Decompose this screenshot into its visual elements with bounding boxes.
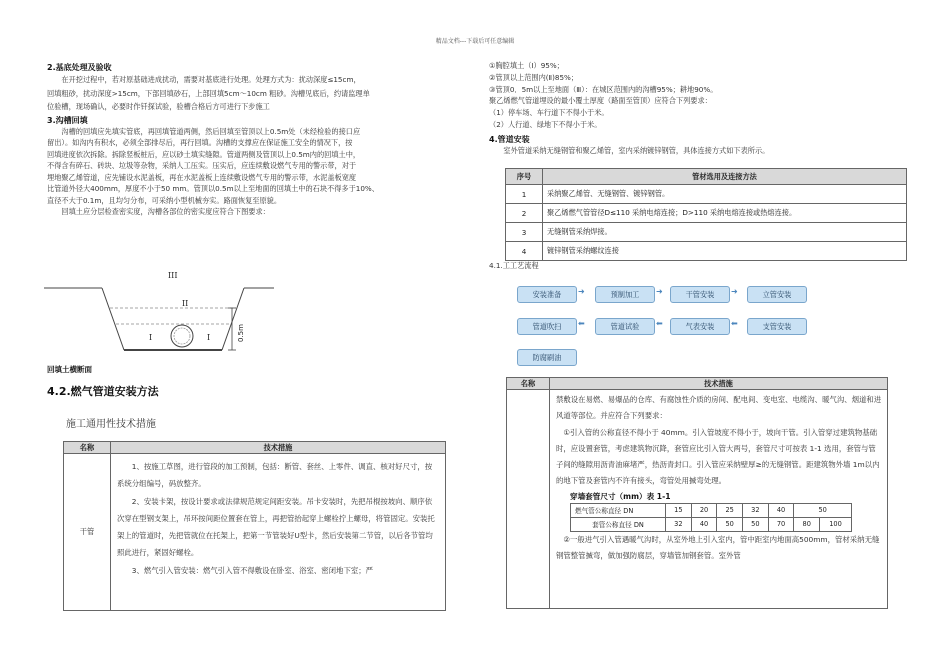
label-zone-ii: II bbox=[182, 299, 189, 308]
sleeve-cell: 25 bbox=[717, 503, 743, 517]
sleeve-cell: 100 bbox=[820, 517, 852, 531]
cover-depth-line: （1）停车场、车行道下不得小于米。 bbox=[489, 108, 609, 118]
conn-no: 3 bbox=[506, 223, 543, 242]
depth-label: 0.5m bbox=[237, 324, 245, 342]
arrow-right-icon: ➜ bbox=[731, 287, 738, 296]
conn-no: 2 bbox=[506, 204, 543, 223]
measure-para: 3、燃气引入管安装：燃气引入管不得敷设在卧室、浴室、密闭地下室；严 bbox=[131, 565, 374, 575]
cover-depth-line: （2）人行道、绿地下不得小于米。 bbox=[489, 119, 602, 129]
conn-row bbox=[506, 242, 907, 261]
conn-method: 采纳聚乙烯管、无缝钢管、镀锌钢管。 bbox=[543, 185, 907, 204]
page-header: 精品文档---下载后可任意编辑 bbox=[435, 38, 515, 45]
sec3-line: 回填进度依次拆除。拆除竖板桩后，应以砂土填实缝隙。管道两侧及管顶以上0.5m内的回填土中， bbox=[47, 149, 361, 159]
arrow-left-icon: ⬅ bbox=[731, 319, 738, 328]
process-flow bbox=[505, 278, 825, 368]
conn-no: 4 bbox=[506, 242, 543, 261]
sleeve-cell: 20 bbox=[691, 503, 717, 517]
section-4-intro: 室外管道采纳无缝钢管和聚乙烯管，室内采纳镀锌钢管，具体连接方式如下表所示。 bbox=[503, 145, 770, 155]
sleeve-label: 套管公称直径 DN bbox=[571, 517, 666, 531]
sec3-line: 直径不大于0.1m，且均匀分布，可采纳小型机械夯实。路面恢复至原貌。 bbox=[47, 195, 282, 205]
sec3-line: 沟槽的回填应先填实管底，再回填管道两侧，然后回填至管顶以上0.5m处（未经检验的接口应 bbox=[61, 126, 361, 136]
sleeve-size-table bbox=[570, 503, 852, 532]
flow-step: 气表安装 bbox=[670, 318, 730, 335]
flow-step: 管道试验 bbox=[595, 318, 655, 335]
subheading: 施工通用性技术措施 bbox=[66, 419, 156, 430]
label-zone-iii: III bbox=[168, 271, 178, 280]
sleeve-cell: 70 bbox=[768, 517, 794, 531]
density-line: ③管顶0．5m以上至地面（Ⅲ）：在城区范围内的沟槽95%；耕地90%。 bbox=[489, 84, 718, 94]
flow-step: 支管安装 bbox=[747, 318, 807, 335]
conn-method: 聚乙烯燃气管管径D≤110 采纳电熔连接；D>110 采纳电熔连接或热熔连接。 bbox=[543, 204, 907, 223]
arrow-left-icon: ⬅ bbox=[656, 319, 663, 328]
conn-method: 镀锌钢管采纳螺纹连接 bbox=[543, 242, 907, 261]
arrow-right-icon: ➜ bbox=[578, 287, 585, 296]
col-header-measures: 技术措施 bbox=[550, 378, 888, 390]
right-column-top bbox=[489, 60, 909, 157]
conn-row bbox=[506, 204, 907, 223]
sec3-line: 留出）。如沟内有积水，必须全部排尽后，再行回填。沟槽的支撑应在保证施工安全的情况下，按 bbox=[47, 138, 353, 148]
density-line: ①胸腔填土（Ⅰ）95%； bbox=[489, 61, 564, 70]
conn-col-method: 管材选用及连接方法 bbox=[543, 169, 907, 185]
sec3-line: 回填土应分层检查密实度，沟槽各部位的密实度应符合下图要求： bbox=[61, 207, 270, 217]
flow-step: 立管安装 bbox=[747, 286, 807, 303]
sleeve-label: 燃气管公称直径 DN bbox=[571, 503, 666, 517]
density-line: ②管顶以上范围内(Ⅱ)85%； bbox=[489, 72, 579, 82]
col-header-measures: 技术措施 bbox=[111, 442, 446, 454]
conn-method: 无缝钢管采纳焊接。 bbox=[543, 223, 907, 242]
diagram-caption: 回填土横断面 bbox=[47, 365, 92, 374]
section-4-title: 4.管道安装 bbox=[489, 134, 530, 144]
conn-no: 1 bbox=[506, 185, 543, 204]
conn-row bbox=[506, 185, 907, 204]
row-name: 干管 bbox=[64, 454, 111, 611]
sleeve-cell: 80 bbox=[794, 517, 820, 531]
sec3-line: 埋地聚乙烯管道，应先铺设水泥盖板，再在水泥盖板上连续敷设燃气专用的警示带，水泥盖板宽度 bbox=[47, 172, 357, 182]
tech-para: ②一般进气引入管遇暖气沟时，从室外地上引入室内，管中距室内地面高500mm，管材采纳无缝钢管整管揻弯，做加强防腐层，穿墙管加钢套管。室外管 bbox=[556, 534, 880, 561]
arrow-right-icon: ➜ bbox=[656, 287, 663, 296]
flow-title: 4.1.工工艺流程 bbox=[489, 261, 539, 270]
sleeve-table-title: 穿墙套管尺寸（mm）表 1-1 bbox=[570, 491, 671, 501]
sec3-line: 不得含有碎石、砖块、垃圾等杂物，采纳人工压实。压实后，应连续敷设燃气专用的警示带，对于 bbox=[47, 161, 357, 171]
cover-depth-line: 聚乙烯燃气管道埋设的最小覆土厚度（路面至管顶）应符合下列要求： bbox=[489, 96, 712, 106]
section-3-title: 3.沟槽回填 bbox=[47, 115, 88, 125]
sleeve-cell: 50 bbox=[743, 517, 769, 531]
right-tech-table bbox=[506, 377, 888, 609]
sleeve-cell: 15 bbox=[666, 503, 692, 517]
label-zone-i-right: I bbox=[207, 333, 211, 342]
section-42-title: 4.2.燃气管道安装方法 bbox=[47, 385, 159, 398]
label-zone-i: I bbox=[149, 333, 153, 342]
sec2-line: 回填粗砂，扰动深度>15cm，下部回填砂石，上部回填5cm～10cm 粗砂。沟槽见底后，约请监理单 bbox=[47, 88, 370, 98]
conn-row bbox=[506, 223, 907, 242]
arrow-left-icon: ⬅ bbox=[578, 319, 585, 328]
sleeve-cell: 32 bbox=[743, 503, 769, 517]
flow-step: 管道吹扫 bbox=[517, 318, 577, 335]
sec3-line: 比管道外径大400mm，厚度不小于50 mm。管顶以0.5m以上至地面的回填土中的石块不得多于10%、 bbox=[47, 184, 379, 194]
connection-table bbox=[505, 168, 907, 261]
sec2-line: 位验槽，现场确认，必要时作钎探试验，验槽合格后方可进行下步施工 bbox=[47, 102, 270, 112]
tech-para: 禁敷设在易燃、易爆品的仓库、有腐蚀性介质的房间、配电间、变电室、电缆沟、暖气沟、烟道和进风道等部位。并应符合下列要求： bbox=[556, 395, 882, 421]
sleeve-cell: 40 bbox=[768, 503, 794, 517]
tech-para: ①引入管的公称直径不得小于 40mm。引入管坡度不得小于，坡向干管。引入管穿过建筑物基础时，应设置套管，考虑建筑物沉降，套管应比引入管大两号，套管尺寸可按表 1-1 选用，套管与管子间的缝隙用沥青油麻堵严，热沥青封口。引入管应采纳壁厚≥的无缝钢管。距建筑物外墙 1m以内的地下管及套管内不许有接头，弯管处用揻弯处理。 bbox=[556, 427, 880, 486]
sleeve-cell: 40 bbox=[691, 517, 717, 531]
measure-para: 2、安装卡架，按设计要求或法律规范规定间距安装。吊卡安装时，先把吊棍按坡向、顺序依次穿在型钢支架上，吊环按间距位置套在管上，再把管抬起穿上螺栓拧上螺母，将管固定。安装托架上的管道时，先把管就位在托架上，把第一节管装好U型卡，然后安装第二节管，以后各节管均照此进行，紧固好螺栓。 bbox=[117, 496, 435, 558]
flow-step: 安装准备 bbox=[517, 286, 577, 303]
flow-step: 预制加工 bbox=[595, 286, 655, 303]
backfill-section-diagram bbox=[44, 266, 274, 358]
flow-step: 防腐刷油 bbox=[517, 349, 577, 366]
sec2-line: 在开挖过程中，若对原基础进成扰动，需要对基底进行处理。处理方式为：扰动深度≤15cm， bbox=[61, 75, 361, 84]
sleeve-cell: 50 bbox=[717, 517, 743, 531]
tech-measures-table bbox=[63, 441, 446, 611]
left-column bbox=[47, 62, 447, 218]
col-header-name: 名称 bbox=[64, 442, 111, 454]
col-header-name: 名称 bbox=[507, 378, 550, 390]
section-2-title: 2.基底处理及验收 bbox=[47, 63, 112, 72]
conn-col-no: 序号 bbox=[506, 169, 543, 185]
sleeve-cell: 50 bbox=[794, 503, 852, 517]
sleeve-cell: 32 bbox=[666, 517, 692, 531]
flow-step: 干管安装 bbox=[670, 286, 730, 303]
measure-para: 1、按施工草图，进行管段的加工预制，包括：断管、套丝、上零件、调直、核对好尺寸，按系统分组编号，码放整齐。 bbox=[117, 462, 433, 489]
